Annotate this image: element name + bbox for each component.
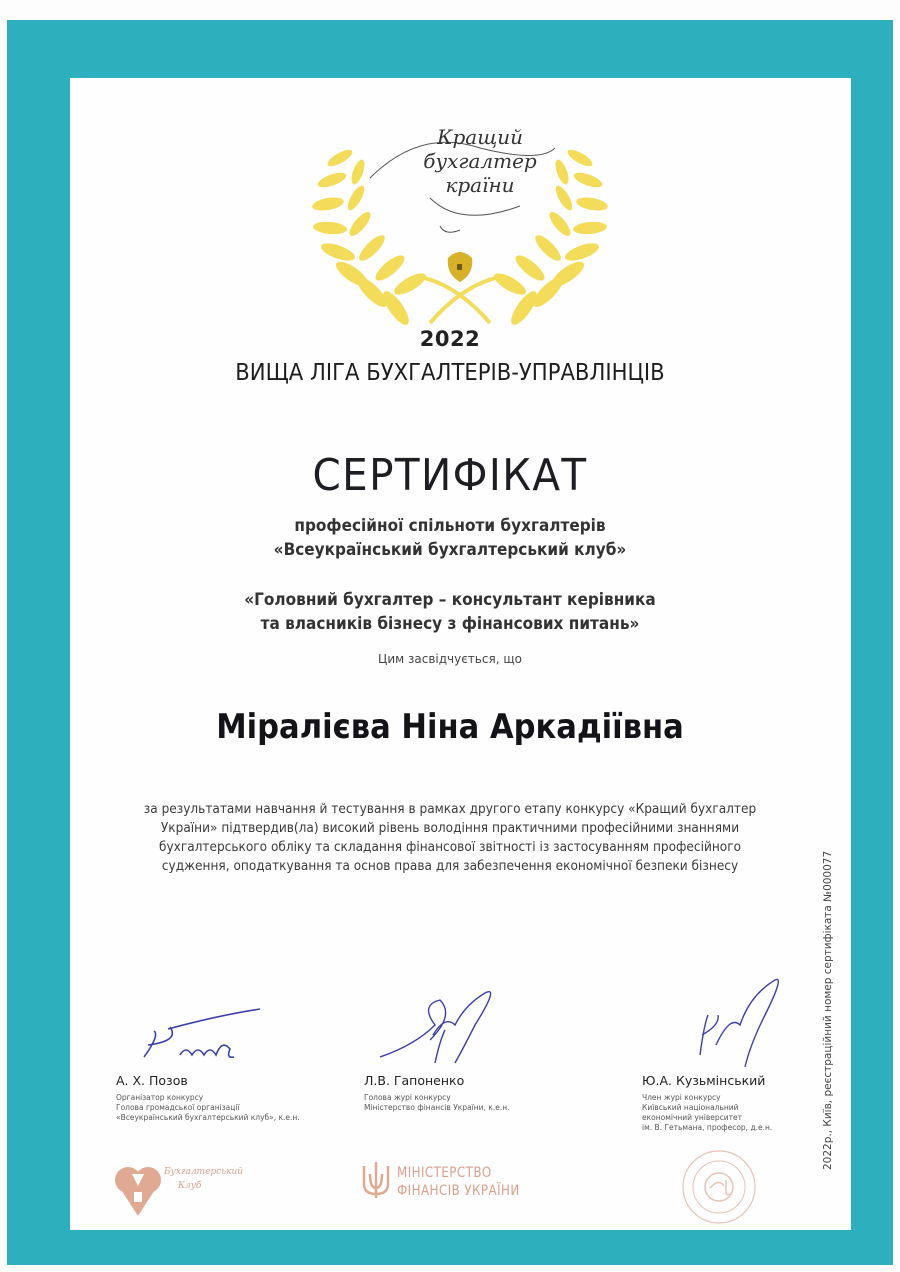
- signatory-kuzminskyi: Ю.А. Кузьмінський Член журі конкурсу Київський національний економічний університет ім. В. Гетьмана, професор, д.е.н.: [642, 1073, 773, 1132]
- ministry-of-finance-logo-text: МІНІСТЕРСТВО ФІНАНСІВ УКРАЇНИ: [397, 1165, 520, 1199]
- certify-text: Цим засвідчується, що: [378, 652, 522, 666]
- registration-number: 2022р., Київ, реєстраційний номер сертифіката №000077: [822, 850, 834, 1170]
- recipient-name: Міралієва Ніна Аркадіївна: [216, 707, 684, 747]
- trident-icon: [360, 1160, 392, 1200]
- signatory-haponenko: Л.В. Гапоненко Голова журі конкурсу Міністерство фінансів України, к.е.н.: [364, 1073, 510, 1112]
- certificate-subtitle: професійної спільноти бухгалтерів «Всеукраїнський бухгалтерський клуб»: [273, 516, 627, 560]
- certificate-title: СЕРТИФІКАТ: [312, 450, 588, 501]
- program-title: «Головний бухгалтер – консультант керівника та власників бізнесу з фінансових питань»: [244, 590, 656, 634]
- best-accountant-script-title: Кращий бухгалтер країни: [423, 125, 537, 197]
- university-seal-icon: [680, 1148, 758, 1226]
- signature-haponenko-icon: [375, 985, 505, 1065]
- signature-kuzminskyi-icon: [690, 975, 790, 1070]
- accounting-club-logo-text: Бухгалтерський Клуб: [164, 1167, 244, 1191]
- signatory-pozov: А. Х. Позов Організатор конкурсу Голова громадської організації «Всеукраїнський бухгалтерський клуб», к.е.н.: [116, 1073, 300, 1122]
- year-label: 2022: [419, 327, 481, 351]
- signature-pozov-icon: [140, 1005, 270, 1065]
- league-title: ВИЩА ЛІГА БУХГАЛТЕРІВ-УПРАВЛІНЦІВ: [235, 360, 665, 386]
- certificate-body: за результатами навчання й тестування в рамках другого етапу конкурсу «Кращий бухгалтер України» підтвердив(ла) високий рівень володіння практичними професійними знаннями бухгалтерського обліку та складання фінансової звітності із застосуванням професійного судження, оподаткування та основ права для забезпечення економічної безпеки бізнесу: [143, 801, 757, 874]
